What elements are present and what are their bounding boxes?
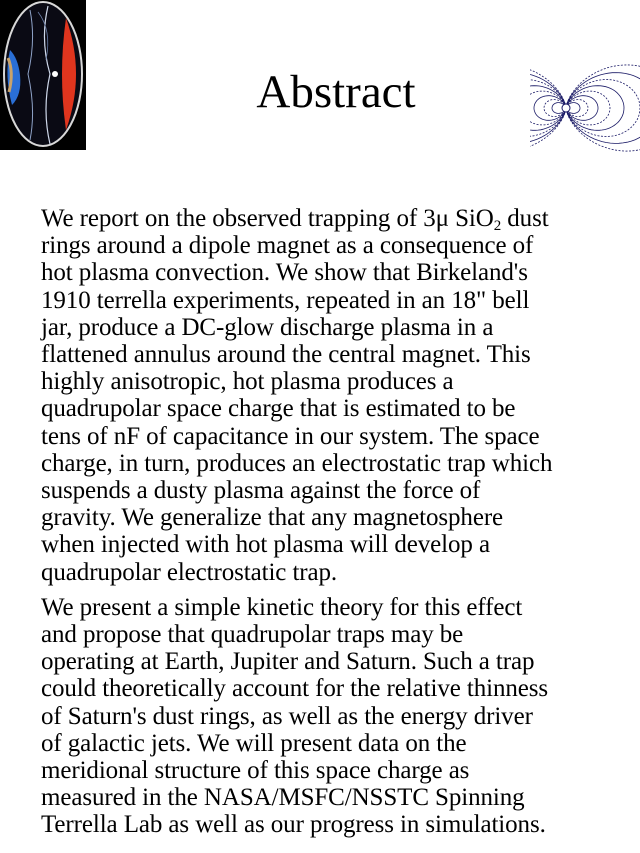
- abstract-line: when injected with hot plasma will develop a: [41, 531, 490, 559]
- abstract-paragraph: [41, 594, 636, 839]
- abstract-line: gravity. We generalize that any magnetosphere: [41, 504, 504, 532]
- abstract-line: of Saturn's dust rings, as well as the energy driver: [41, 702, 533, 730]
- abstract-paragraph: [41, 205, 636, 586]
- abstract-line: suspends a dusty plasma against the force of: [41, 477, 481, 505]
- abstract-line: quadrupolar space charge that is estimated to be: [41, 395, 516, 423]
- subscript: 2: [493, 217, 502, 234]
- abstract-line: operating at Earth, Jupiter and Saturn. Such a trap: [41, 648, 535, 676]
- abstract-line: could theoretically account for the relative thinness: [41, 675, 549, 703]
- abstract-line: meridional structure of this space charge as: [41, 757, 470, 785]
- abstract-line: jar, produce a DC-glow discharge plasma in a: [41, 313, 494, 341]
- abstract-line: measured in the NASA/MSFC/NSSTC Spinning: [41, 784, 525, 812]
- abstract-line: charge, in turn, produces an electrostatic trap which: [41, 449, 553, 477]
- abstract-line: of galactic jets. We will present data on the: [41, 729, 467, 757]
- abstract-line: Terrella Lab as well as our progress in simulations.: [41, 811, 546, 839]
- abstract-line: flattened annulus around the central magnet. This: [41, 341, 531, 369]
- page-title: Abstract: [256, 66, 416, 118]
- abstract-line: quadrupolar electrostatic trap.: [41, 558, 338, 586]
- abstract-line: and propose that quadrupolar traps may be: [41, 621, 464, 649]
- abstract-line: highly anisotropic, hot plasma produces a: [41, 368, 454, 396]
- abstract-line: We present a simple kinetic theory for this effect: [41, 593, 523, 621]
- abstract-line: tens of nF of capacitance in our system. The space: [41, 422, 540, 450]
- abstract-line: We report on the observed trapping of 3μ SiO$_2$ dust: [41, 205, 549, 234]
- abstract-body: [41, 205, 636, 839]
- abstract-line: rings around a dipole magnet as a consequence of: [41, 232, 534, 260]
- abstract-line: hot plasma convection. We show that Birkeland's: [41, 259, 528, 287]
- abstract-line: 1910 terrella experiments, repeated in an 18" bell: [41, 286, 530, 314]
